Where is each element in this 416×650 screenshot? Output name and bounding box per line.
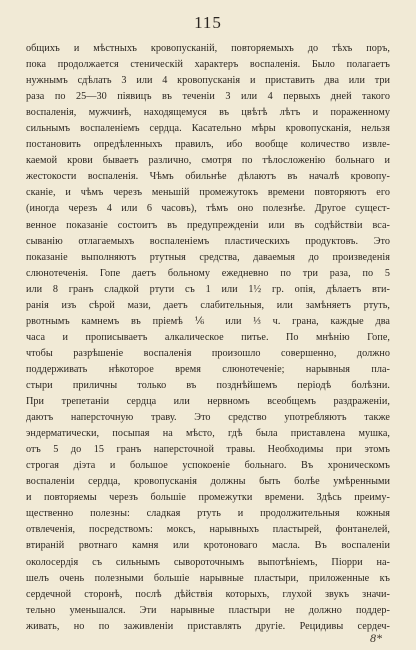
text-line: венное показаніе состоитъ въ предупрежденіи или въ содѣйствіи вса- bbox=[26, 219, 390, 231]
page-number: 115 bbox=[194, 13, 222, 32]
text-line: ранія изъ сѣрой мази, даетъ слабительныя, или замѣняетъ ртуть, bbox=[26, 299, 390, 311]
text-line: постановить опредѣленныхъ правилъ, ибо вообще количество извле- bbox=[26, 139, 390, 151]
text-line: щественно полезны: сладкая ртуть и продолжительныя кожныя bbox=[26, 508, 390, 520]
signature-mark: 8* bbox=[370, 631, 382, 645]
body-text bbox=[26, 41, 390, 635]
text-line: отвлеченія, посредствомъ: моксъ, нарывныхъ пластырей, фонтанелей, bbox=[26, 524, 390, 536]
text-line: (иногда черезъ 4 или 6 часовъ), тѣмъ оно полезнѣе. Другое сущест- bbox=[26, 203, 390, 215]
text-line: слюнотеченія. Гопе даетъ больному ежедневно по три раза, по 5 bbox=[26, 267, 390, 279]
text-line: живать, но по заживленіи приставлять другіе. Рецидивы сердеч- bbox=[26, 620, 390, 632]
text-line: или 8 гранъ сладкой ртути съ 1 или 1½ гр. опія, дѣлаетъ вти- bbox=[26, 283, 390, 295]
text-line: сканіе, и чѣмъ черезъ меньшій промежутокъ времени повторяютъ его bbox=[26, 187, 390, 199]
text-line: сердечной сторонѣ, послѣ дѣйствія которыхъ, глухой звукъ значи- bbox=[26, 588, 390, 600]
text-line: При трепетаніи сердца или нервномъ всеобщемъ раздраженіи, bbox=[26, 396, 390, 408]
text-line: общихъ и мѣстныхъ кровопусканій, повторяемыхъ до тѣхъ поръ, bbox=[26, 43, 390, 54]
text-line: чтобы разрѣшеніе воспаленія произошло совершенно, должно bbox=[26, 347, 390, 359]
text-line: строгая діэта и большое успокоеніе больнаго. Въ хроническомъ bbox=[26, 460, 390, 472]
text-line: стыри приличны только въ позднѣйшемъ періодѣ болѣзни. bbox=[26, 379, 390, 391]
text-line: часа и прописываетъ алкалическое питье. По мнѣнію Гопе, bbox=[26, 331, 390, 343]
text-line: воспаленіи сердца, кровопусканія должны быть болѣе умѣренными bbox=[26, 476, 390, 488]
text-line: и повторяемы черезъ большіе промежутки времени. Здѣсь преиму- bbox=[26, 492, 390, 504]
text-line: тельно уменьшался. Эти нарывные пластыри не должно поддер- bbox=[26, 604, 390, 616]
text-line: жестокости воспаленія. Чѣмъ обильнѣе дѣлаютъ въ началѣ кровопу- bbox=[26, 171, 390, 183]
text-line: поддерживать нѣкоторое время слюнотеченіе; нарывныя пла- bbox=[26, 363, 390, 375]
text-line: шелъ очень полезными большіе нарывные пластыри, приложенные къ bbox=[26, 572, 390, 584]
text-line: сыванію отлагаемыхъ воспаленіемъ пластическихъ продуктовъ. Это bbox=[26, 235, 390, 247]
text-line: околосердія съ сильнымъ сывороточнымъ выпотѣніемъ, Піорри на- bbox=[26, 556, 390, 568]
text-line: втираній рвотнаго камня или кротоноваго масла. Въ воспаленіи bbox=[26, 540, 390, 552]
text-line: показаніе выполняютъ ртутныя средства, даваемыя до произведенія bbox=[26, 251, 390, 263]
text-line: пока продолжается стеническій характеръ воспаленія. Было полагаетъ bbox=[26, 59, 390, 71]
text-line: даютъ наперсточную траву. Это средство употребляютъ также bbox=[26, 412, 390, 424]
text-line: воспаленія, мужчинѣ, находящемуся въ цвѣтѣ лѣтъ и пораженному bbox=[26, 107, 390, 119]
text-line: раза по 25—30 піявицъ въ теченіи 3 или 4 первыхъ дней такого bbox=[26, 91, 390, 103]
text-line: каемой крови бываетъ различно, смотря по тѣлосложенію больнаго и bbox=[26, 155, 390, 167]
text-line: рвотнымъ камнемъ въ пріемѣ ⅙ или ⅓ ч. грана, каждые два bbox=[26, 315, 390, 327]
text-line: сильнымъ воспаленіемъ сердца. Касательно мѣры кровопусканія, нельзя bbox=[26, 123, 390, 135]
text-line: отъ 5 до 15 гранъ наперсточной травы. Необходимы при этомъ bbox=[26, 444, 390, 456]
text-line: нужнымъ сдѣлать 3 или 4 кровопусканія и приставить два или три bbox=[26, 75, 390, 87]
text-line: эндерматически, посыпая на мѣсто, гдѣ была приставлена мушка, bbox=[26, 428, 390, 440]
